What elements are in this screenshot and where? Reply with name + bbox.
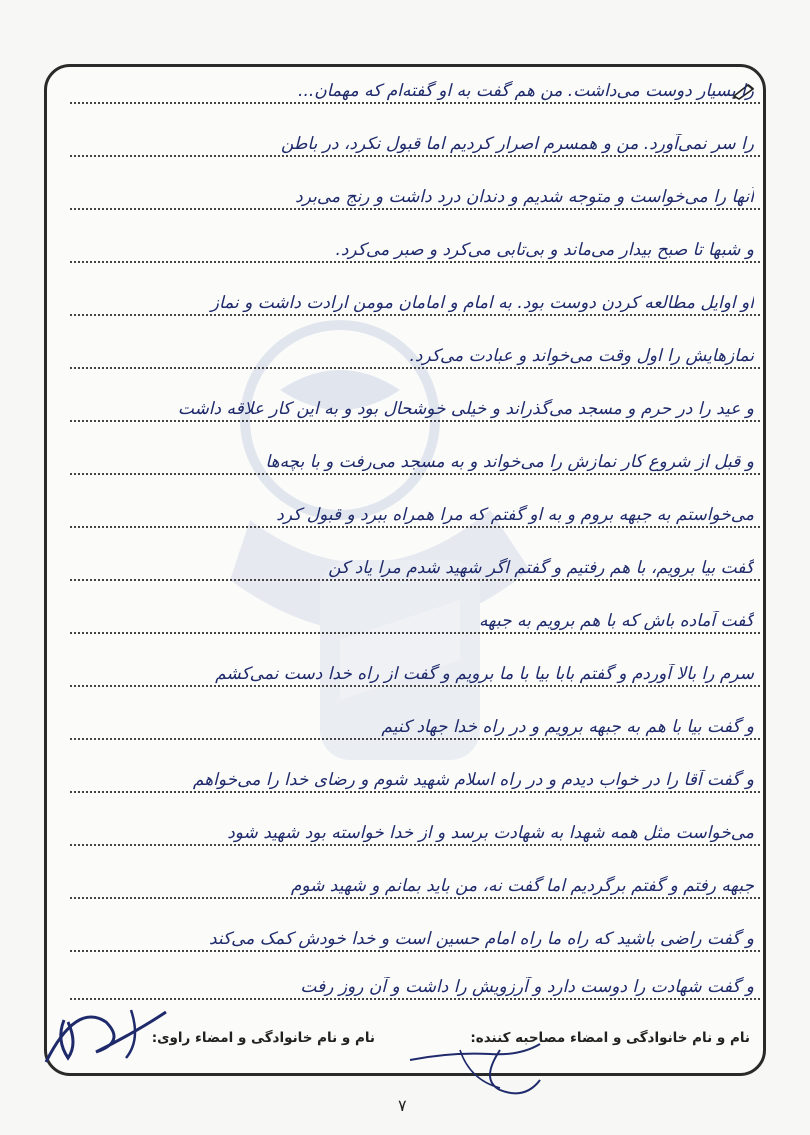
dotted-rule xyxy=(70,526,760,528)
handwritten-line xyxy=(70,229,760,269)
dotted-rule xyxy=(70,950,760,952)
handwritten-line xyxy=(70,123,760,163)
handwritten-text: جبهه رفتم و گفتم برگردیم اما گفت نه، من باید بمانم و شهید شوم xyxy=(290,876,754,896)
dotted-rule xyxy=(70,155,760,157)
handwritten-line xyxy=(70,547,760,587)
handwritten-line xyxy=(70,335,760,375)
dotted-rule xyxy=(70,102,760,104)
handwritten-line xyxy=(70,70,760,110)
dotted-rule xyxy=(70,844,760,846)
handwritten-text: گفت آماده باش که با هم برویم به جبهه xyxy=(479,611,754,631)
handwritten-line xyxy=(70,388,760,428)
handwritten-text: او اوایل مطالعه کردن دوست بود. به امام و امامان مومن ارادت داشت و نماز xyxy=(210,293,754,313)
dotted-rule xyxy=(70,897,760,899)
dotted-rule xyxy=(70,420,760,422)
handwritten-text: می‌خواست مثل همه شهدا به شهادت برسد و از خدا خواسته بود شهید شود xyxy=(227,823,754,843)
interviewer-signature-label: نام و نام خانوادگی و امضاء مصاحبه کننده: xyxy=(470,1030,750,1046)
handwritten-text: و شبها تا صبح بیدار می‌ماند و بی‌تابی می‌کرد و صبر می‌کرد. xyxy=(335,240,754,260)
handwritten-line xyxy=(70,282,760,322)
handwritten-text: و گفت شهادت را دوست دارد و آرزویش را داشت و آن روز رفت xyxy=(300,977,754,997)
dotted-rule xyxy=(70,473,760,475)
handwritten-text: گفت بیا برویم، با هم رفتیم و گفتم اگر شهید شدم مرا یاد کن xyxy=(328,558,754,578)
handwritten-text: و گفت راضی باشید که راه ما راه امام حسین است و خدا خودش کمک می‌کند xyxy=(208,929,754,949)
handwritten-line xyxy=(70,600,760,640)
handwritten-line xyxy=(70,918,760,958)
handwritten-text: را بسیار دوست می‌داشت. من هم گفت به او گفته‌ام که مهمان... xyxy=(298,81,754,101)
handwritten-line xyxy=(70,653,760,693)
handwritten-text: و گفت بیا با هم به جبهه برویم و در راه خدا جهاد کنیم xyxy=(381,717,754,737)
dotted-rule xyxy=(70,261,760,263)
dotted-rule xyxy=(70,685,760,687)
dotted-rule xyxy=(70,579,760,581)
dotted-rule xyxy=(70,367,760,369)
handwritten-line xyxy=(70,759,760,799)
handwritten-text: و گفت آقا را در خواب دیدم و در راه اسلام شهید شوم و رضای خدا را می‌خواهم xyxy=(192,770,754,790)
handwritten-text: سرم را بالا آوردم و گفتم بابا بیا با ما برویم و گفت از راه خدا دست نمی‌کشم xyxy=(215,664,754,684)
handwritten-line xyxy=(70,494,760,534)
handwritten-text: نمازهایش را اول وقت می‌خواند و عبادت می‌کرد. xyxy=(409,346,754,366)
handwritten-line xyxy=(70,706,760,746)
dotted-rule xyxy=(70,738,760,740)
handwritten-text: می‌خواستم به جبهه بروم و به او گفتم که مرا همراه ببرد و قبول کرد xyxy=(276,505,754,525)
dotted-rule xyxy=(70,208,760,210)
handwritten-line xyxy=(70,812,760,852)
handwritten-text: را سر نمی‌آورد. من و همسرم اصرار کردیم اما قبول نکرد، در باطن xyxy=(280,134,754,154)
handwritten-line xyxy=(70,865,760,905)
narrator-signature-label: نام و نام خانوادگی و امضاء راوی: xyxy=(151,1030,375,1046)
dotted-rule xyxy=(70,314,760,316)
interviewer-signature xyxy=(400,1020,560,1100)
dotted-rule xyxy=(70,632,760,634)
narrator-signature xyxy=(36,992,186,1072)
handwritten-text: آنها را می‌خواست و متوجه شدیم و دندان درد داشت و رنج می‌برد xyxy=(295,187,754,207)
page-number: ۷ xyxy=(398,1096,407,1115)
handwritten-text: و عید را در حرم و مسجد می‌گذراند و خیلی خوشحال بود و به این کار علاقه داشت xyxy=(177,399,754,419)
dotted-rule xyxy=(70,791,760,793)
handwritten-text: و قبل از شروع کار نمازش را می‌خواند و به مسجد می‌رفت و با بچه‌ها xyxy=(265,452,754,472)
handwritten-line xyxy=(70,176,760,216)
handwritten-line xyxy=(70,441,760,481)
